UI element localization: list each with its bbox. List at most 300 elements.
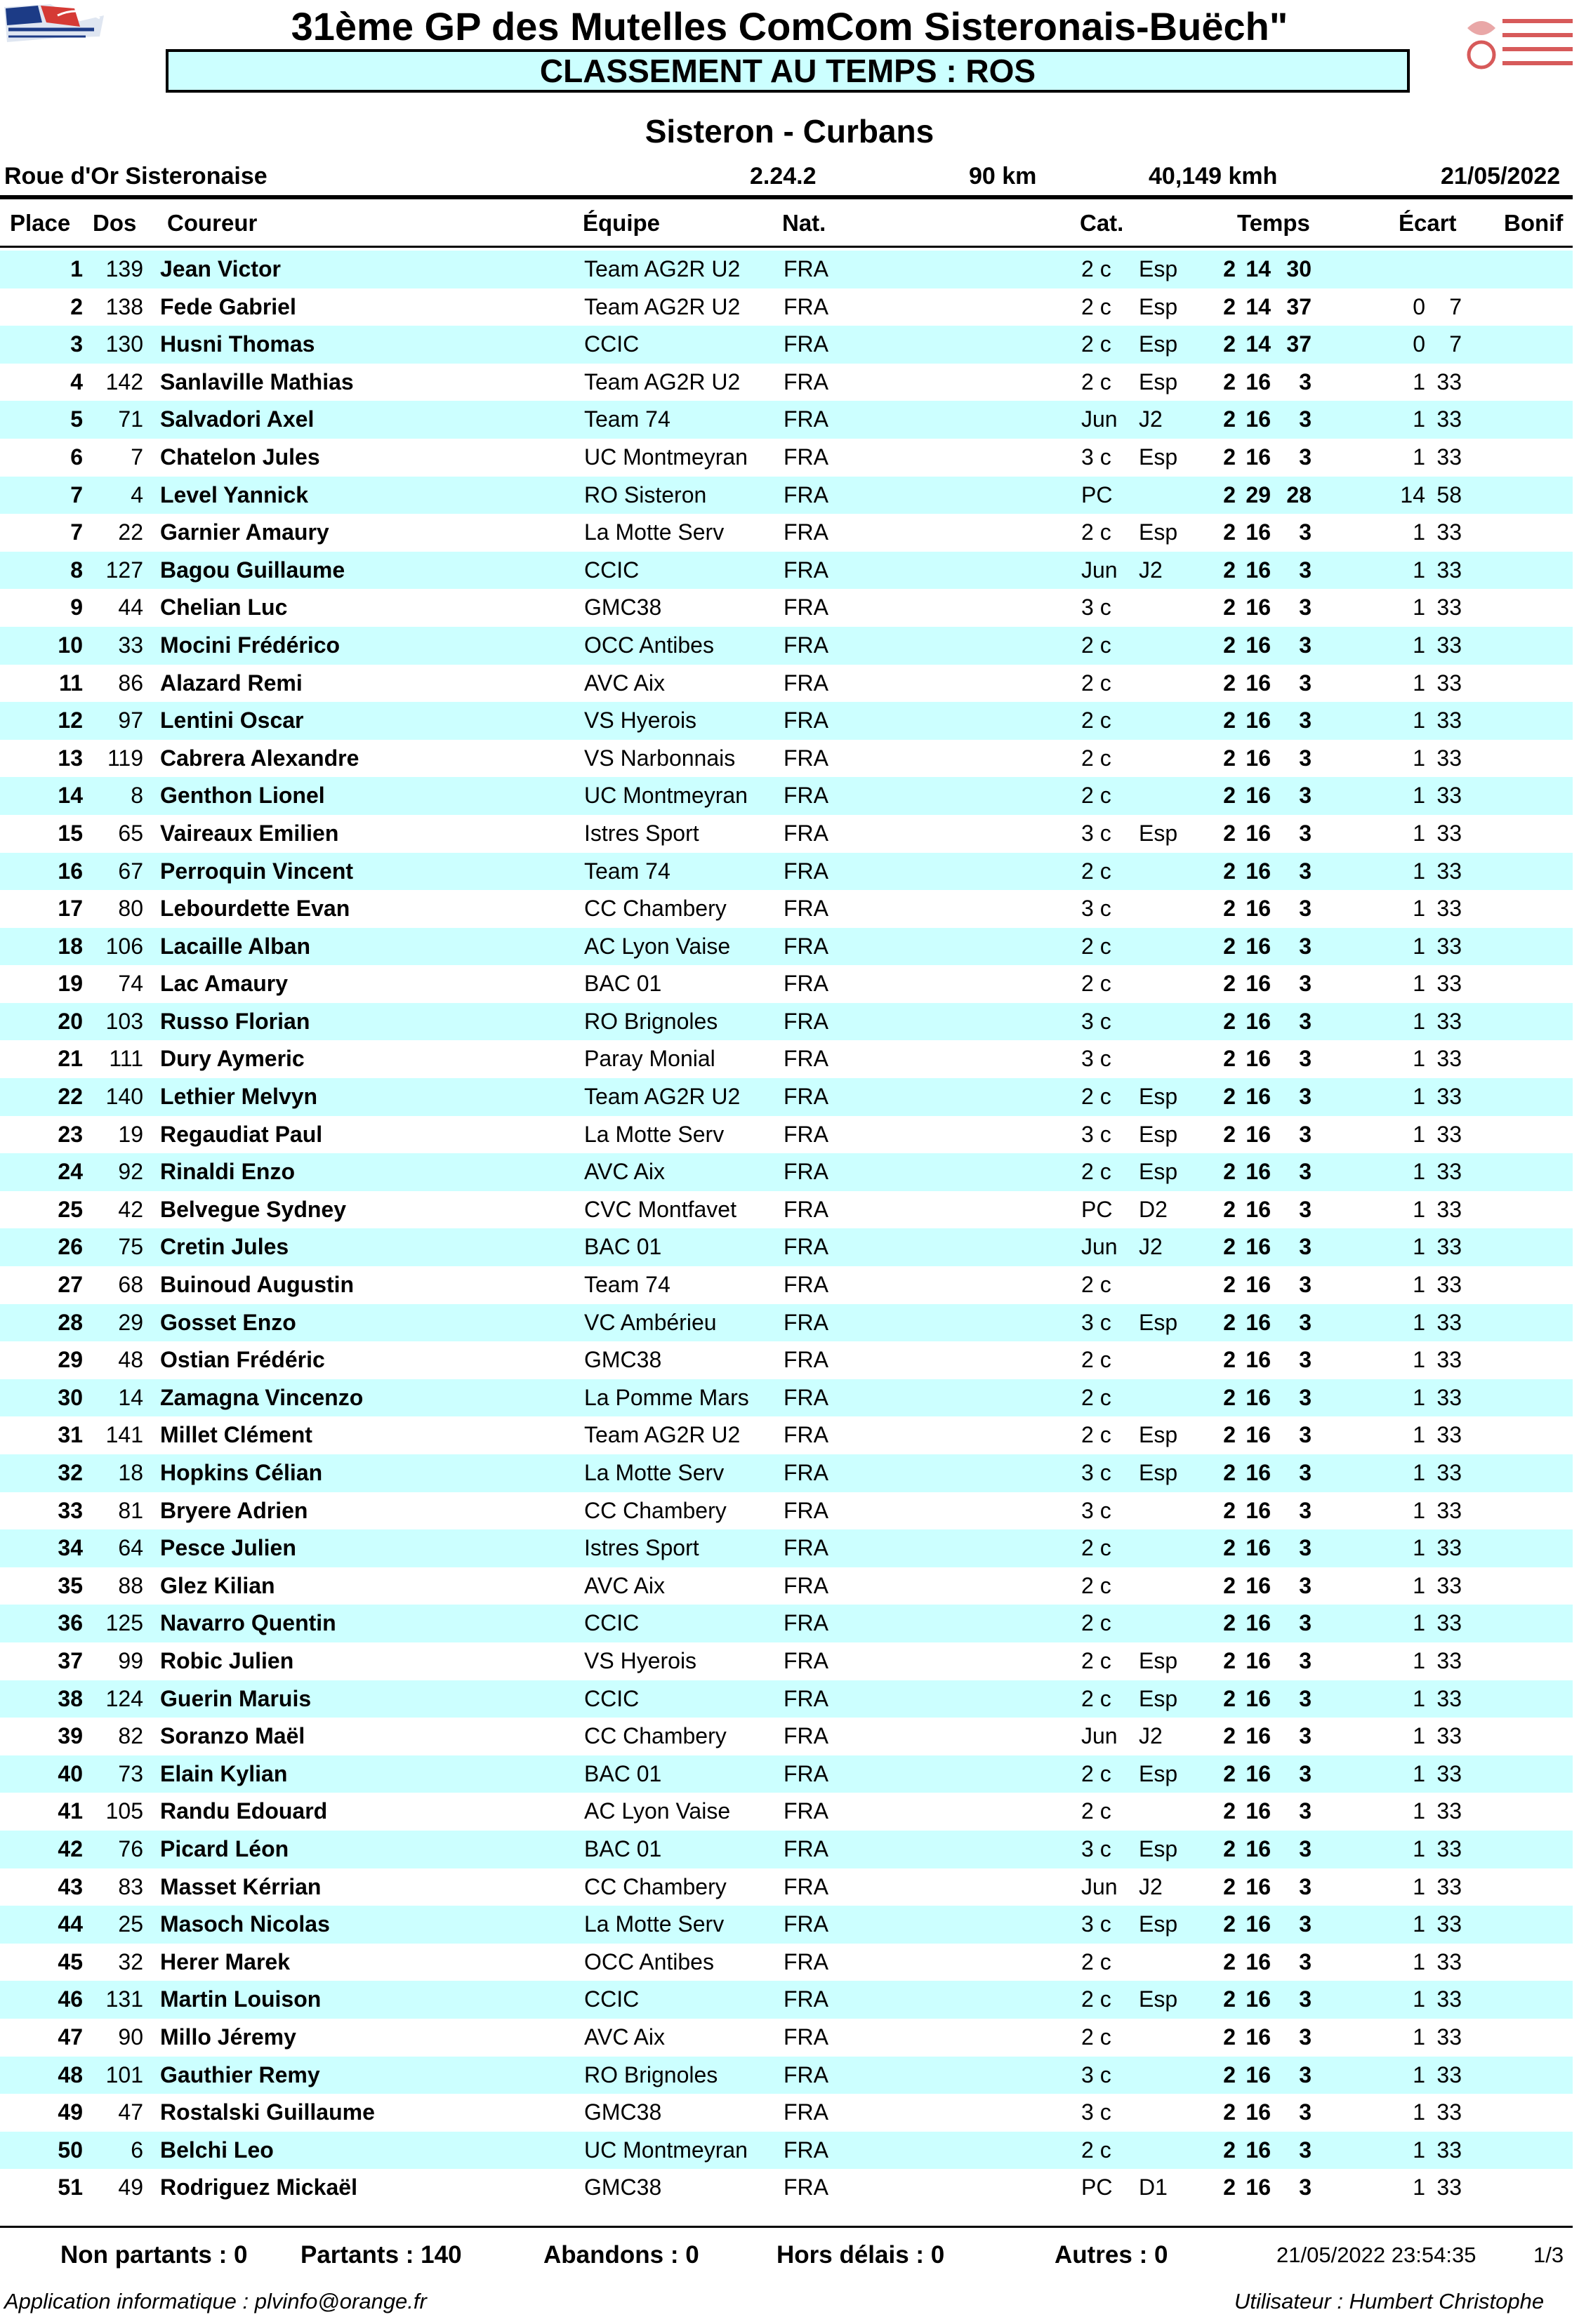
table-row [0,1944,1573,1981]
cell-ecart-m: 1 [1413,1347,1425,1373]
cell-place: 39 [58,1723,83,1749]
cell-equipe: BAC 01 [584,971,662,997]
cell-nat: FRA [784,1873,828,1899]
cell-temps-h: 2 [1223,783,1236,809]
cell-temps-h: 2 [1223,1460,1236,1485]
cell-temps-m: 16 [1246,1384,1271,1410]
cell-temps-s: 3 [1299,1647,1312,1673]
table-row [0,1680,1573,1718]
cell-dos: 65 [118,820,143,846]
cell-temps-h: 2 [1223,1309,1236,1335]
cell-temps-s: 3 [1299,1723,1312,1749]
cell-cat: Jun [1081,1234,1118,1260]
cell-temps-s: 3 [1299,2174,1312,2200]
table-row [0,627,1573,665]
cell-nat: FRA [784,1159,828,1185]
cell-ecart-s: 33 [1436,1384,1462,1410]
cell-place: 20 [58,1008,83,1034]
cell-ecart-m: 1 [1413,1911,1425,1937]
cell-equipe: UC Montmeyran [584,2137,748,2163]
cell-coureur: Belchi Leo [160,2137,274,2163]
cell-equipe: RO Brignoles [584,1008,718,1034]
cell-ecart-s: 33 [1436,1046,1462,1072]
cell-coureur: Salvadori Axel [160,406,315,432]
cell-ecart-s: 33 [1436,708,1462,733]
cell-temps-h: 2 [1223,708,1236,733]
cell-temps-h: 2 [1223,1272,1236,1298]
cell-temps-m: 14 [1246,331,1271,357]
cell-place: 15 [58,820,83,846]
cell-nat: FRA [784,708,828,733]
cell-ecart-m: 1 [1413,1008,1425,1034]
cell-temps-h: 2 [1223,1196,1236,1222]
autres: Autres : 0 [1055,2241,1168,2269]
cell-ecart-m: 1 [1413,933,1425,959]
cell-dos: 127 [105,557,143,583]
table-row [0,326,1573,364]
cell-temps-m: 16 [1246,745,1271,771]
cell-subcat: Esp [1139,1647,1178,1673]
cell-subcat: J2 [1139,406,1163,432]
cell-cat: 3 c [1081,444,1111,470]
cell-dos: 119 [107,745,143,771]
cell-coureur: Dury Aymeric [160,1046,305,1072]
cell-temps-m: 16 [1246,708,1271,733]
cell-ecart-s: 33 [1436,858,1462,884]
cell-dos: 42 [118,1196,143,1222]
cell-subcat: Esp [1139,331,1178,357]
table-row [0,1755,1573,1793]
cell-temps-s: 3 [1299,1460,1312,1485]
cell-nat: FRA [784,1572,828,1598]
cell-temps-h: 2 [1223,820,1236,846]
cell-subcat: D1 [1139,2174,1168,2200]
cell-ecart-s: 33 [1436,745,1462,771]
cell-temps-m: 16 [1246,1196,1271,1222]
cell-ecart-s: 33 [1436,1948,1462,1974]
cell-place: 9 [70,595,83,620]
cell-temps-h: 2 [1223,2174,1236,2200]
hors-delais: Hors délais : 0 [777,2241,945,2269]
col-dos: Dos [93,210,137,236]
cell-ecart-m: 1 [1413,1196,1425,1222]
cell-ecart-s: 33 [1436,2061,1462,2087]
cell-ecart-m: 1 [1413,632,1425,658]
cell-nat: FRA [784,1948,828,1974]
cell-ecart-m: 1 [1413,1760,1425,1786]
cell-place: 40 [58,1760,83,1786]
cell-nat: FRA [784,971,828,997]
cell-nat: FRA [784,1460,828,1485]
cell-dos: 141 [105,1422,143,1448]
cell-ecart-m: 1 [1413,1572,1425,1598]
cell-nat: FRA [784,2061,828,2087]
cell-dos: 105 [105,1798,143,1824]
cell-temps-m: 16 [1246,1986,1271,2012]
cell-cat: 2 c [1081,519,1111,545]
col-temps: Temps [1237,210,1310,236]
cell-temps-h: 2 [1223,1685,1236,1711]
table-row [0,439,1573,477]
table-row [0,1492,1573,1530]
table-row [0,2094,1573,2132]
table-row [0,288,1573,326]
cell-cat: 3 c [1081,1309,1111,1335]
cell-nat: FRA [784,1911,828,1937]
cell-nat: FRA [784,670,828,696]
cell-temps-m: 16 [1246,2099,1271,2125]
cell-ecart-m: 1 [1413,2024,1425,2050]
cell-dos: 81 [118,1497,143,1523]
cell-ecart-m: 0 [1413,293,1425,319]
cell-dos: 139 [105,256,143,281]
cell-cat: 2 c [1081,745,1111,771]
cell-temps-s: 3 [1299,2137,1312,2163]
cell-coureur: Lentini Oscar [160,708,304,733]
table-row [0,1191,1573,1229]
cell-cat: 2 c [1081,1986,1111,2012]
cell-coureur: Regaudiat Paul [160,1121,323,1147]
cell-ecart-s: 33 [1436,2099,1462,2125]
cell-temps-m: 16 [1246,2024,1271,2050]
race-date: 21/05/2022 [1441,163,1561,190]
cell-place: 5 [70,406,83,432]
cell-cat: 2 c [1081,1384,1111,1410]
cell-temps-h: 2 [1223,1572,1236,1598]
cell-ecart-m: 14 [1400,482,1425,507]
cell-ecart-s: 33 [1436,1911,1462,1937]
cell-nat: FRA [784,1422,828,1448]
cell-temps-m: 16 [1246,1084,1271,1110]
cell-nat: FRA [784,1008,828,1034]
cell-coureur: Sanlaville Mathias [160,368,354,394]
cell-temps-m: 16 [1246,1572,1271,1598]
cell-cat: 2 c [1081,1422,1111,1448]
cell-temps-h: 2 [1223,1835,1236,1861]
table-row [0,1153,1573,1191]
cell-temps-m: 16 [1246,1798,1271,1824]
cell-dos: 76 [118,1835,143,1861]
cell-ecart-s: 33 [1436,1835,1462,1861]
cell-temps-s: 3 [1299,632,1312,658]
cell-ecart-m: 1 [1413,1647,1425,1673]
stage-name: Sisteron - Curbans [645,113,934,150]
cell-place: 25 [58,1196,83,1222]
cell-coureur: Level Yannick [160,482,309,507]
cell-equipe: La Motte Serv [584,1460,725,1485]
cell-nat: FRA [784,933,828,959]
cell-temps-m: 16 [1246,406,1271,432]
cell-subcat: Esp [1139,293,1178,319]
cell-ecart-s: 33 [1436,971,1462,997]
cell-coureur: Picard Léon [160,1835,289,1861]
cell-equipe: Team AG2R U2 [584,293,741,319]
cell-equipe: La Motte Serv [584,1911,725,1937]
cell-cat: 3 c [1081,820,1111,846]
cell-temps-m: 16 [1246,820,1271,846]
table-row [0,853,1573,891]
cell-equipe: CC Chambery [584,1873,727,1899]
table-row [0,1228,1573,1266]
cell-cat: 3 c [1081,1911,1111,1937]
cell-nat: FRA [784,595,828,620]
cell-temps-h: 2 [1223,1422,1236,1448]
cell-ecart-s: 33 [1436,1309,1462,1335]
cell-nat: FRA [784,444,828,470]
cell-ecart-m: 1 [1413,2061,1425,2087]
cell-ecart-s: 33 [1436,1272,1462,1298]
cell-coureur: Lethier Melvyn [160,1084,318,1110]
cell-equipe: Istres Sport [584,1535,699,1561]
cell-temps-h: 2 [1223,2024,1236,2050]
cell-temps-m: 16 [1246,519,1271,545]
cell-coureur: Russo Florian [160,1008,310,1034]
cell-place: 18 [58,933,83,959]
cell-ecart-m: 0 [1413,331,1425,357]
cell-place: 38 [58,1685,83,1711]
cell-temps-h: 2 [1223,557,1236,583]
cell-temps-h: 2 [1223,745,1236,771]
cell-dos: 125 [105,1610,143,1636]
cell-dos: 82 [118,1723,143,1749]
cell-ecart-s: 33 [1436,1610,1462,1636]
average-speed: 40,149 kmh [1149,163,1278,190]
cell-temps-m: 16 [1246,971,1271,997]
cell-temps-m: 16 [1246,670,1271,696]
cell-nat: FRA [784,2137,828,2163]
cell-temps-s: 3 [1299,1272,1312,1298]
cell-temps-m: 16 [1246,1685,1271,1711]
cell-temps-h: 2 [1223,1046,1236,1072]
table-row [0,1341,1573,1379]
cell-temps-m: 16 [1246,2061,1271,2087]
cell-equipe: Paray Monial [584,1046,715,1072]
cell-cat: 3 c [1081,896,1111,922]
organizer: Roue d'Or Sisteronaise [4,163,267,190]
cell-ecart-m: 1 [1413,1121,1425,1147]
cell-temps-s: 3 [1299,368,1312,394]
cell-temps-s: 3 [1299,1948,1312,1974]
cell-ecart-m: 1 [1413,1497,1425,1523]
cell-temps-h: 2 [1223,1873,1236,1899]
cell-place: 27 [58,1272,83,1298]
cell-temps-s: 3 [1299,1008,1312,1034]
cell-temps-s: 3 [1299,1798,1312,1824]
cell-dos: 140 [105,1084,143,1110]
cell-dos: 8 [131,783,143,809]
cell-temps-h: 2 [1223,632,1236,658]
cell-dos: 131 [105,1986,143,2012]
cell-temps-m: 16 [1246,1760,1271,1786]
cell-subcat: Esp [1139,1422,1178,1448]
cell-place: 36 [58,1610,83,1636]
cell-coureur: Husni Thomas [160,331,315,357]
cell-coureur: Pesce Julien [160,1535,296,1561]
cell-ecart-s: 33 [1436,1084,1462,1110]
cell-dos: 49 [118,2174,143,2200]
cell-cat: 2 c [1081,1572,1111,1598]
cell-subcat: D2 [1139,1196,1168,1222]
cell-place: 45 [58,1948,83,1974]
cell-temps-m: 16 [1246,1948,1271,1974]
cell-subcat: Esp [1139,1159,1178,1185]
cell-dos: 92 [118,1159,143,1185]
cell-temps-s: 3 [1299,1760,1312,1786]
cell-subcat: J2 [1139,1234,1163,1260]
cell-place: 26 [58,1234,83,1260]
cell-ecart-s: 33 [1436,368,1462,394]
cell-subcat: Esp [1139,256,1178,281]
cell-place: 47 [58,2024,83,2050]
cell-subcat: Esp [1139,1685,1178,1711]
cell-temps-s: 3 [1299,1159,1312,1185]
cell-coureur: Soranzo Maël [160,1723,305,1749]
cell-nat: FRA [784,1046,828,1072]
cell-equipe: La Motte Serv [584,519,725,545]
cell-dos: 7 [131,444,143,470]
cell-place: 41 [58,1798,83,1824]
cell-subcat: J2 [1139,557,1163,583]
col-nat: Nat. [782,210,826,236]
cell-ecart-m: 1 [1413,406,1425,432]
cell-temps-s: 3 [1299,1835,1312,1861]
cell-ecart-m: 1 [1413,1309,1425,1335]
cell-coureur: Robic Julien [160,1647,294,1673]
cell-temps-s: 3 [1299,1497,1312,1523]
cell-cat: Jun [1081,1723,1118,1749]
table-row [0,1567,1573,1605]
table-row [0,1266,1573,1304]
cell-coureur: Genthon Lionel [160,783,325,809]
cell-place: 21 [58,1046,83,1072]
cell-ecart-s: 33 [1436,1723,1462,1749]
cell-coureur: Fede Gabriel [160,293,296,319]
cell-cat: 2 c [1081,368,1111,394]
cell-nat: FRA [784,1685,828,1711]
cell-nat: FRA [784,331,828,357]
cell-ecart-m: 1 [1413,1422,1425,1448]
cell-cat: 3 c [1081,2099,1111,2125]
cell-dos: 86 [118,670,143,696]
cell-place: 12 [58,708,83,733]
cell-cat: 2 c [1081,1159,1111,1185]
col-cat: Cat. [1080,210,1124,236]
cell-ecart-m: 1 [1413,1798,1425,1824]
cell-nat: FRA [784,2024,828,2050]
cell-temps-s: 3 [1299,406,1312,432]
cell-temps-h: 2 [1223,1234,1236,1260]
cell-cat: 3 c [1081,1460,1111,1485]
cell-subcat: Esp [1139,1911,1178,1937]
cell-temps-m: 16 [1246,1535,1271,1561]
cell-dos: 97 [118,708,143,733]
cell-temps-m: 29 [1246,482,1271,507]
cell-dos: 29 [118,1309,143,1335]
table-row [0,1793,1573,1831]
cell-cat: 2 c [1081,293,1111,319]
cell-ecart-s: 33 [1436,595,1462,620]
cell-coureur: Cretin Jules [160,1234,289,1260]
cell-ecart-m: 1 [1413,858,1425,884]
cell-temps-m: 16 [1246,783,1271,809]
cell-ecart-s: 33 [1436,670,1462,696]
cell-temps-m: 16 [1246,1046,1271,1072]
cell-cat: 2 c [1081,632,1111,658]
cell-ecart-s: 33 [1436,2024,1462,2050]
cell-ecart-s: 33 [1436,1460,1462,1485]
cell-equipe: AVC Aix [584,670,665,696]
cell-place: 3 [70,331,83,357]
cell-cat: 2 c [1081,1610,1111,1636]
cell-place: 29 [58,1347,83,1373]
cell-place: 22 [58,1084,83,1110]
table-row [0,665,1573,703]
cell-equipe: La Motte Serv [584,1121,725,1147]
table-row [0,2019,1573,2057]
classement-title-box: CLASSEMENT AU TEMPS : ROS [166,49,1410,93]
cell-place: 14 [58,783,83,809]
cell-ecart-s: 33 [1436,2137,1462,2163]
cell-cat: 3 c [1081,1046,1111,1072]
cell-temps-m: 14 [1246,256,1271,281]
cell-temps-m: 16 [1246,632,1271,658]
cell-coureur: Ostian Frédéric [160,1347,325,1373]
table-row [0,364,1573,401]
cell-equipe: La Pomme Mars [584,1384,749,1410]
cell-coureur: Masset Kérrian [160,1873,322,1899]
table-row [0,965,1573,1003]
print-timestamp: 21/05/2022 23:54:35 [1276,2243,1476,2267]
cell-place: 23 [58,1121,83,1147]
cell-temps-h: 2 [1223,858,1236,884]
cell-subcat: Esp [1139,519,1178,545]
cell-temps-s: 3 [1299,2024,1312,2050]
cell-place: 34 [58,1535,83,1561]
cell-ecart-s: 33 [1436,896,1462,922]
cell-equipe: VS Narbonnais [584,745,736,771]
cell-nat: FRA [784,1798,828,1824]
cell-cat: Jun [1081,557,1118,583]
table-row [0,1718,1573,1755]
cell-ecart-m: 1 [1413,1046,1425,1072]
cell-cat: PC [1081,1196,1113,1222]
cell-nat: FRA [784,820,828,846]
cell-temps-h: 2 [1223,1497,1236,1523]
cell-dos: 111 [109,1046,143,1072]
cell-ecart-s: 33 [1436,1196,1462,1222]
cell-temps-s: 3 [1299,670,1312,696]
cell-cat: Jun [1081,1873,1118,1899]
cell-temps-s: 3 [1299,1234,1312,1260]
cell-ecart-m: 1 [1413,1159,1425,1185]
cell-temps-h: 2 [1223,595,1236,620]
cell-dos: 6 [131,2137,143,2163]
cell-temps-m: 16 [1246,933,1271,959]
cell-cat: 2 c [1081,1647,1111,1673]
cell-equipe: Team AG2R U2 [584,256,741,281]
cell-dos: 73 [118,1760,143,1786]
cell-nat: FRA [784,368,828,394]
cell-equipe: GMC38 [584,1347,662,1373]
cell-ecart-m: 1 [1413,2174,1425,2200]
cell-cat: 2 c [1081,783,1111,809]
table-row [0,1078,1573,1116]
cell-ecart-m: 1 [1413,1384,1425,1410]
cell-place: 33 [58,1497,83,1523]
cell-coureur: Martin Louison [160,1986,322,2012]
cell-temps-s: 3 [1299,971,1312,997]
cell-coureur: Hopkins Célian [160,1460,323,1485]
